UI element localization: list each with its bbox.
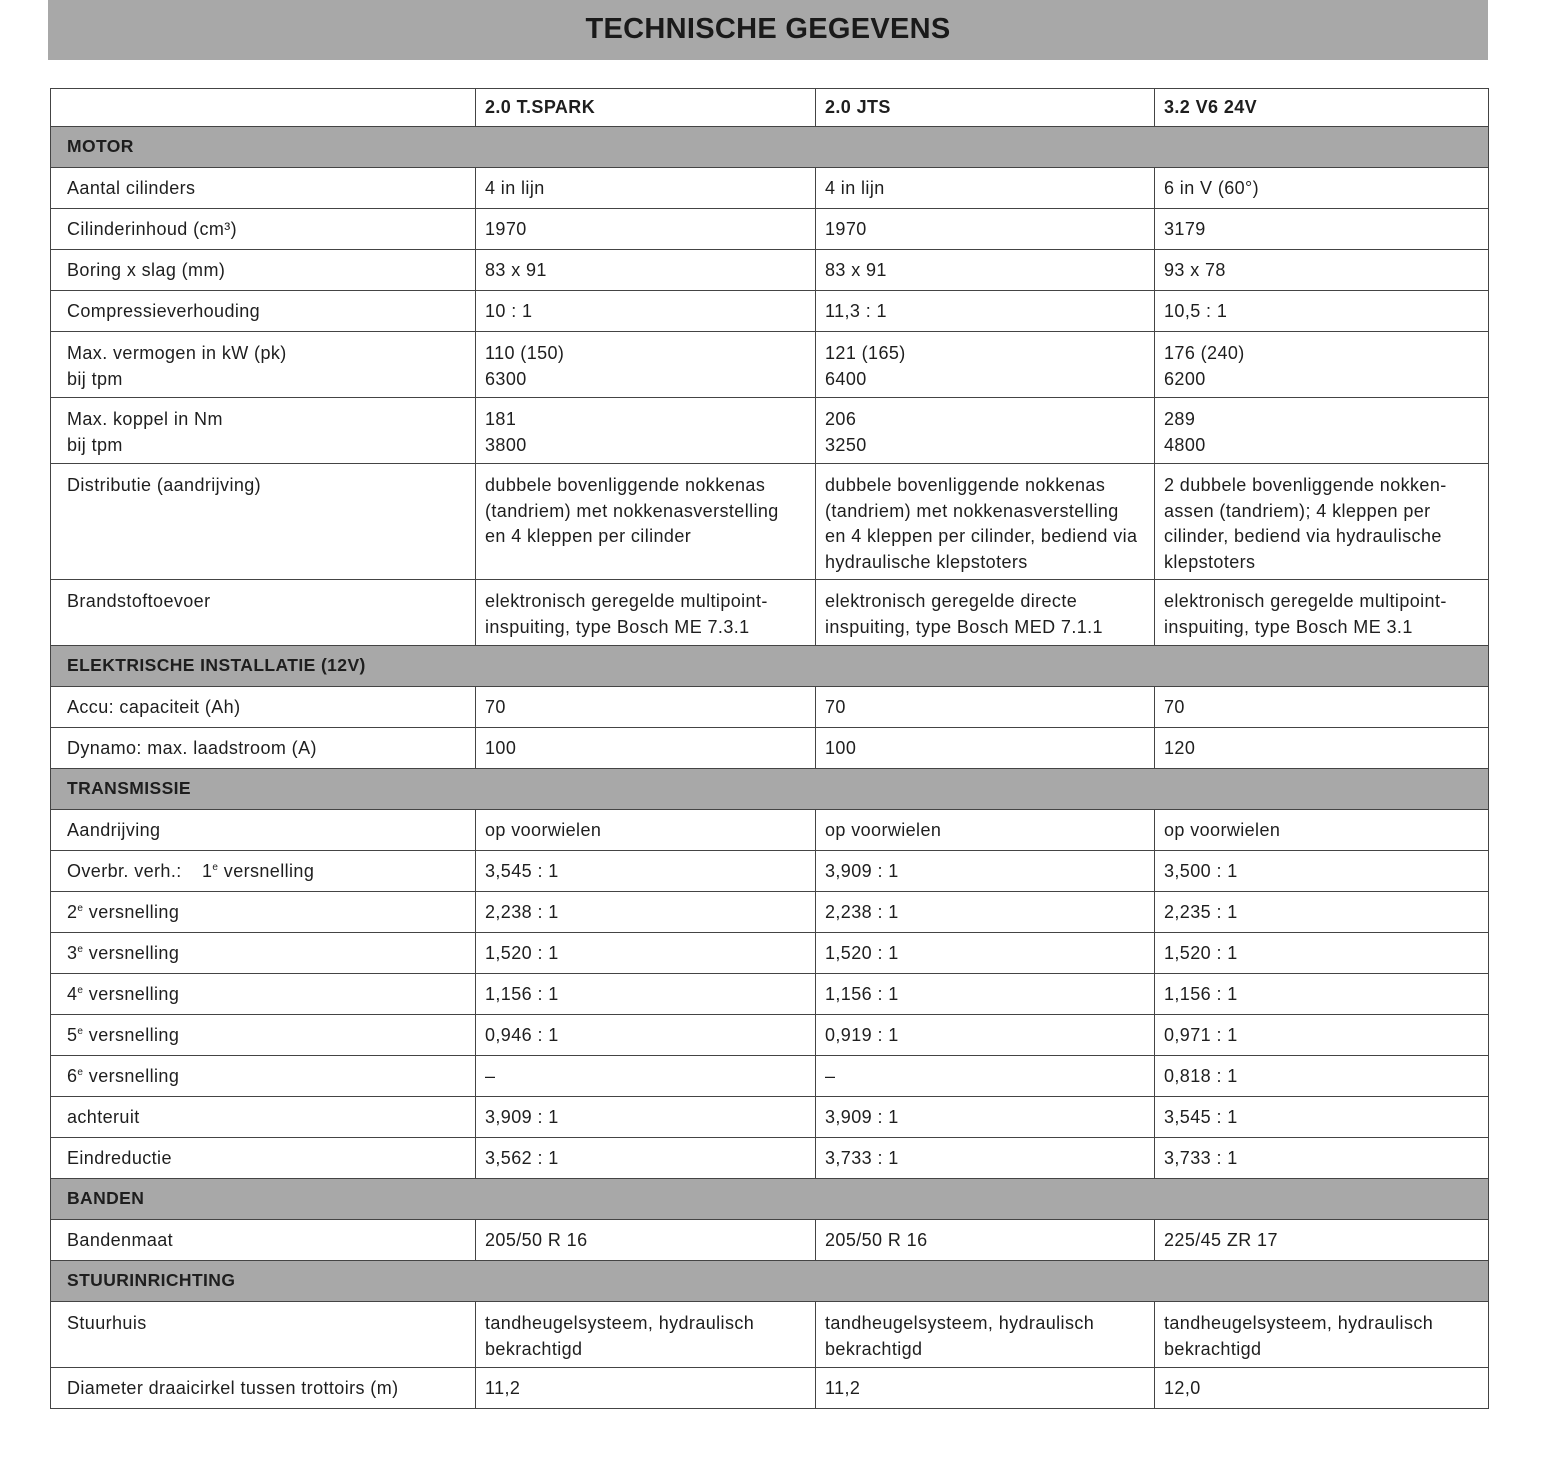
- row-label: Dynamo: max. laadstroom (A): [51, 728, 476, 769]
- table-row: [51, 1220, 1489, 1261]
- gear-sup: e: [77, 903, 84, 914]
- table-row: [51, 209, 1489, 250]
- cell-value: 11,2: [816, 1368, 1155, 1409]
- gear-num: 2: [67, 902, 78, 922]
- gear-label: versnelling: [223, 861, 315, 881]
- table-row: [51, 1368, 1489, 1409]
- cell-line: 181: [485, 409, 517, 429]
- cell-line: 6200: [1164, 368, 1206, 389]
- cell-line: bekrachtigd: [485, 1338, 583, 1359]
- cell-line: elektronisch geregelde directe: [825, 591, 1078, 611]
- cell-value: 11,3 : 1: [816, 291, 1155, 332]
- cell-value: 3,562 : 1: [476, 1138, 816, 1179]
- cell-value: 3,733 : 1: [816, 1138, 1155, 1179]
- row-label: [51, 1015, 476, 1056]
- header-cell-jts: 2.0 JTS: [816, 89, 1155, 127]
- row-label: [51, 1056, 476, 1097]
- header-cell-tspark: 2.0 T.SPARK: [476, 89, 816, 127]
- row-label: Stuurhuis: [51, 1302, 476, 1368]
- spec-table: [50, 88, 1489, 1409]
- gear-sup: e: [77, 1026, 84, 1037]
- cell-line: bekrachtigd: [825, 1338, 923, 1359]
- cell-value: 12,0: [1155, 1368, 1489, 1409]
- cell-value: 10,5 : 1: [1155, 291, 1489, 332]
- cell-value: 1970: [476, 209, 816, 250]
- gear-label: versnelling: [88, 902, 180, 922]
- cell-value: 0,818 : 1: [1155, 1056, 1489, 1097]
- gear-sup: e: [77, 985, 84, 996]
- row-label: Aandrijving: [51, 810, 476, 851]
- cell-line: tandheugelsysteem, hydraulisch: [825, 1313, 1095, 1333]
- cell-line: 6300: [485, 368, 527, 389]
- row-label: [51, 332, 476, 398]
- table-row: [51, 1056, 1489, 1097]
- gear-label: versnelling: [88, 984, 180, 1004]
- cell-value: 4 in lijn: [816, 168, 1155, 209]
- cell-value: [1155, 580, 1489, 646]
- gear-num: 6: [67, 1066, 78, 1086]
- cell-value: op voorwielen: [476, 810, 816, 851]
- cell-value: 3179: [1155, 209, 1489, 250]
- cell-value: [476, 1302, 816, 1368]
- cell-line: en 4 kleppen per cilinder: [485, 526, 692, 546]
- cell-value: 3,500 : 1: [1155, 851, 1489, 892]
- table-row: [51, 974, 1489, 1015]
- page-title: TECHNISCHE GEGEVENS: [585, 12, 951, 45]
- section-transmissie: [51, 769, 1489, 810]
- row-label: Accu: capaciteit (Ah): [51, 687, 476, 728]
- cell-line: 4800: [1164, 434, 1206, 455]
- table-row: [51, 933, 1489, 974]
- row-label: Bandenmaat: [51, 1220, 476, 1261]
- table-row: [51, 1015, 1489, 1056]
- cell-value: 3,733 : 1: [1155, 1138, 1489, 1179]
- cell-line: inspuiting, type Bosch MED 7.1.1: [825, 616, 1103, 637]
- cell-line: 3250: [825, 434, 867, 455]
- section-label: TRANSMISSIE: [51, 769, 1489, 810]
- cell-value: 3,909 : 1: [476, 1097, 816, 1138]
- overbr-label: Overbr. verh.:: [67, 861, 182, 881]
- gear-label: versnelling: [88, 1025, 180, 1045]
- row-label: [51, 892, 476, 933]
- row-label: Boring x slag (mm): [51, 250, 476, 291]
- cell-value: 100: [816, 728, 1155, 769]
- cell-value: 83 x 91: [476, 250, 816, 291]
- table-row: [51, 728, 1489, 769]
- cell-value: 93 x 78: [1155, 250, 1489, 291]
- cell-line: assen (tandriem); 4 kleppen per: [1164, 500, 1431, 521]
- cell-value: [1155, 332, 1489, 398]
- cell-value: [816, 332, 1155, 398]
- cell-line: 2 dubbele bovenliggende nokken-: [1164, 475, 1447, 495]
- row-label: Diameter draaicirkel tussen trottoirs (m): [51, 1368, 476, 1409]
- cell-line: cilinder, bediend via hydraulische: [1164, 526, 1442, 546]
- cell-value: –: [476, 1056, 816, 1097]
- cell-value: 205/50 R 16: [476, 1220, 816, 1261]
- row-label: Cilinderinhoud (cm³): [51, 209, 476, 250]
- row-label: Brandstoftoevoer: [51, 580, 476, 646]
- row-label: [51, 974, 476, 1015]
- cell-value: [1155, 398, 1489, 464]
- cell-value: 70: [476, 687, 816, 728]
- cell-value: 0,919 : 1: [816, 1015, 1155, 1056]
- cell-value: 120: [1155, 728, 1489, 769]
- row-label: [51, 933, 476, 974]
- gear-label: versnelling: [88, 1066, 180, 1086]
- table-row: [51, 1138, 1489, 1179]
- cell-value: 225/45 ZR 17: [1155, 1220, 1489, 1261]
- cell-line: dubbele bovenliggende nokkenas: [485, 475, 766, 495]
- row-label: Eindreductie: [51, 1138, 476, 1179]
- cell-line: dubbele bovenliggende nokkenas: [825, 475, 1106, 495]
- cell-value: –: [816, 1056, 1155, 1097]
- cell-line: en 4 kleppen per cilinder, bediend via: [825, 526, 1138, 546]
- table-row: [51, 1302, 1489, 1368]
- row-label: [51, 851, 476, 892]
- cell-line: inspuiting, type Bosch ME 3.1: [1164, 616, 1413, 637]
- cell-line: (tandriem) met nokkenasverstelling: [485, 500, 779, 521]
- cell-value: 1,520 : 1: [476, 933, 816, 974]
- cell-value: 1,520 : 1: [1155, 933, 1489, 974]
- cell-value: 1,520 : 1: [816, 933, 1155, 974]
- cell-value: 100: [476, 728, 816, 769]
- cell-line: inspuiting, type Bosch ME 7.3.1: [485, 616, 750, 637]
- cell-value: 3,545 : 1: [1155, 1097, 1489, 1138]
- cell-line: klepstoters: [1164, 551, 1256, 572]
- cell-value: [476, 580, 816, 646]
- cell-line: tandheugelsysteem, hydraulisch: [1164, 1313, 1434, 1333]
- row-label: Aantal cilinders: [51, 168, 476, 209]
- row-label: [51, 398, 476, 464]
- cell-value: 3,909 : 1: [816, 851, 1155, 892]
- cell-value: 0,971 : 1: [1155, 1015, 1489, 1056]
- cell-value: 11,2: [476, 1368, 816, 1409]
- cell-value: 1970: [816, 209, 1155, 250]
- gear-num: 3: [67, 943, 78, 963]
- cell-value: [476, 332, 816, 398]
- cell-value: 0,946 : 1: [476, 1015, 816, 1056]
- cell-line: 206: [825, 409, 857, 429]
- table-row: [51, 1097, 1489, 1138]
- table-row: [51, 892, 1489, 933]
- cell-value: 2,238 : 1: [476, 892, 816, 933]
- table-row: [51, 464, 1489, 580]
- cell-line: 121 (165): [825, 343, 906, 363]
- table-row: [51, 810, 1489, 851]
- cell-value: [816, 398, 1155, 464]
- cell-line: elektronisch geregelde multipoint-: [1164, 591, 1447, 611]
- table-row: [51, 851, 1489, 892]
- cell-value: [816, 1302, 1155, 1368]
- cell-line: 110 (150): [485, 343, 565, 363]
- cell-value: 1,156 : 1: [1155, 974, 1489, 1015]
- table-row: [51, 332, 1489, 398]
- cell-value: op voorwielen: [1155, 810, 1489, 851]
- table-row: [51, 398, 1489, 464]
- gear-num: 4: [67, 984, 78, 1004]
- cell-value: [476, 464, 816, 580]
- cell-value: 83 x 91: [816, 250, 1155, 291]
- cell-line: 289: [1164, 409, 1196, 429]
- row-label: Distributie (aandrijving): [51, 464, 476, 580]
- section-stuur: [51, 1261, 1489, 1302]
- cell-line: 3800: [485, 434, 527, 455]
- cell-value: [1155, 1302, 1489, 1368]
- gear-num: 1: [202, 861, 213, 881]
- cell-value: 1,156 : 1: [476, 974, 816, 1015]
- section-label: ELEKTRISCHE INSTALLATIE (12V): [51, 646, 1489, 687]
- gear-sup: e: [77, 1067, 84, 1078]
- cell-value: [816, 580, 1155, 646]
- header-cell-empty: [51, 89, 476, 127]
- section-label: MOTOR: [51, 127, 1489, 168]
- row-label: achteruit: [51, 1097, 476, 1138]
- cell-line: 176 (240): [1164, 343, 1245, 363]
- header-row: [51, 89, 1489, 127]
- cell-value: 70: [1155, 687, 1489, 728]
- cell-value: 3,909 : 1: [816, 1097, 1155, 1138]
- section-banden: [51, 1179, 1489, 1220]
- cell-value: 6 in V (60°): [1155, 168, 1489, 209]
- cell-value: 70: [816, 687, 1155, 728]
- header-cell-v6: 3.2 V6 24V: [1155, 89, 1489, 127]
- cell-line: elektronisch geregelde multipoint-: [485, 591, 768, 611]
- cell-value: 3,545 : 1: [476, 851, 816, 892]
- cell-line: hydraulische klepstoters: [825, 551, 1028, 572]
- row-label-line: bij tpm: [67, 434, 123, 455]
- gear-sup: e: [77, 944, 84, 955]
- table-row: [51, 168, 1489, 209]
- cell-value: [476, 398, 816, 464]
- section-label: BANDEN: [51, 1179, 1489, 1220]
- cell-line: 6400: [825, 368, 867, 389]
- page-title-bar: [48, 0, 1488, 60]
- cell-line: tandheugelsysteem, hydraulisch: [485, 1313, 755, 1333]
- row-label-line: Max. vermogen in kW (pk): [67, 343, 287, 363]
- gear-sup: e: [212, 862, 219, 873]
- cell-value: 10 : 1: [476, 291, 816, 332]
- table-row: [51, 291, 1489, 332]
- cell-line: bekrachtigd: [1164, 1338, 1262, 1359]
- table-row: [51, 687, 1489, 728]
- gear-num: 5: [67, 1025, 78, 1045]
- cell-value: 4 in lijn: [476, 168, 816, 209]
- section-elektrisch: [51, 646, 1489, 687]
- section-motor: [51, 127, 1489, 168]
- cell-value: [816, 464, 1155, 580]
- cell-value: [1155, 464, 1489, 580]
- table-row: [51, 580, 1489, 646]
- cell-value: 2,238 : 1: [816, 892, 1155, 933]
- cell-value: op voorwielen: [816, 810, 1155, 851]
- row-label-line: Max. koppel in Nm: [67, 409, 223, 429]
- row-label-line: bij tpm: [67, 368, 123, 389]
- row-label: Compressieverhouding: [51, 291, 476, 332]
- gear-label: versnelling: [88, 943, 180, 963]
- cell-value: 1,156 : 1: [816, 974, 1155, 1015]
- cell-value: 2,235 : 1: [1155, 892, 1489, 933]
- cell-value: 205/50 R 16: [816, 1220, 1155, 1261]
- section-label: STUURINRICHTING: [51, 1261, 1489, 1302]
- table-row: [51, 250, 1489, 291]
- cell-line: (tandriem) met nokkenasverstelling: [825, 500, 1119, 521]
